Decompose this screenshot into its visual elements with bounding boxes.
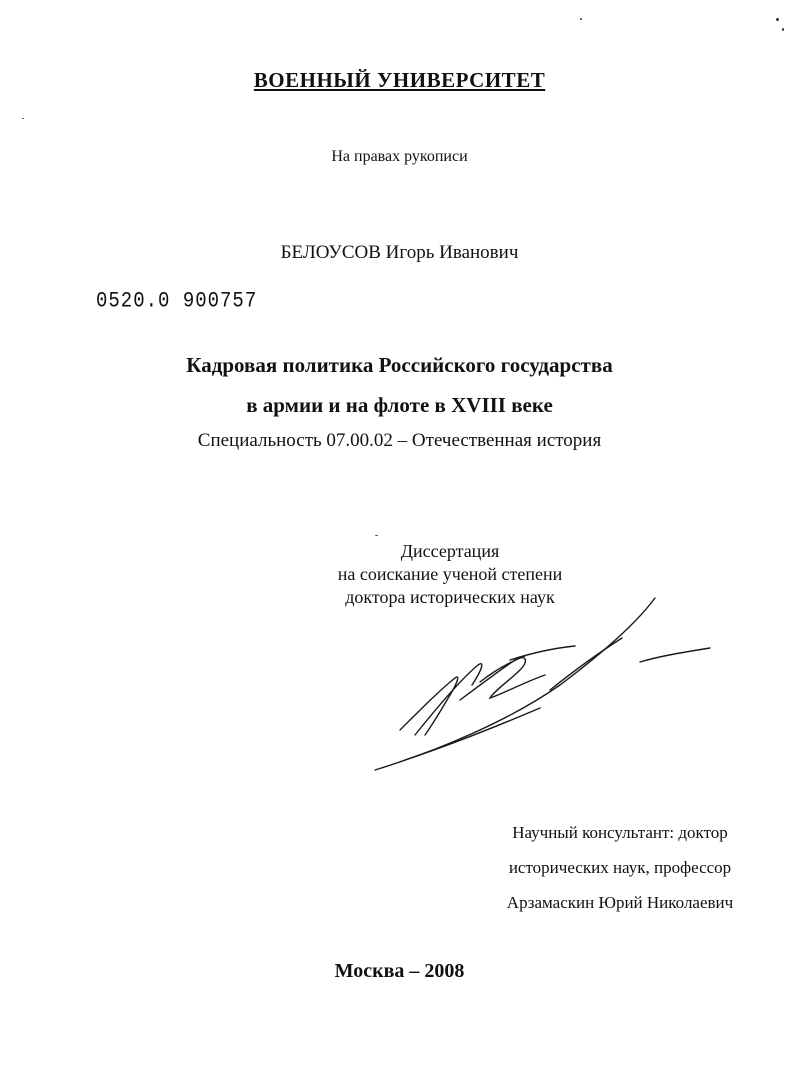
dissertation-line-2: на соискание ученой степени bbox=[337, 564, 563, 584]
dissertation-line-1: Диссертация bbox=[400, 541, 500, 561]
manuscript-note: На правах рукописи bbox=[331, 148, 468, 165]
author-name: БЕЛОУСОВ Игорь Иванович bbox=[280, 242, 519, 263]
consultant-line-3: Арзамаскин Юрий Николаевич bbox=[506, 893, 734, 912]
university-name: ВОЕННЫЙ УНИВЕРСИТЕТ bbox=[253, 68, 546, 92]
scan-speck bbox=[22, 118, 24, 119]
handwritten-signature bbox=[360, 590, 720, 790]
scan-speck bbox=[776, 18, 779, 21]
city-year: Москва – 2008 bbox=[334, 960, 465, 982]
thesis-title-line-1: Кадровая политика Российского государства bbox=[186, 353, 613, 377]
registration-code: 0520.0 900757 bbox=[96, 288, 258, 314]
scan-speck bbox=[375, 535, 378, 536]
scan-speck bbox=[782, 28, 784, 31]
consultant-line-1: Научный консультант: доктор bbox=[512, 823, 728, 842]
consultant-line-2: исторических наук, профессор bbox=[508, 858, 732, 877]
scan-speck bbox=[580, 18, 582, 20]
specialty: Специальность 07.00.02 – Отечественная история bbox=[197, 430, 602, 451]
dissertation-line-3: доктора исторических наук bbox=[345, 587, 555, 607]
thesis-title-line-2: в армии и на флоте в XVIII веке bbox=[246, 393, 553, 417]
